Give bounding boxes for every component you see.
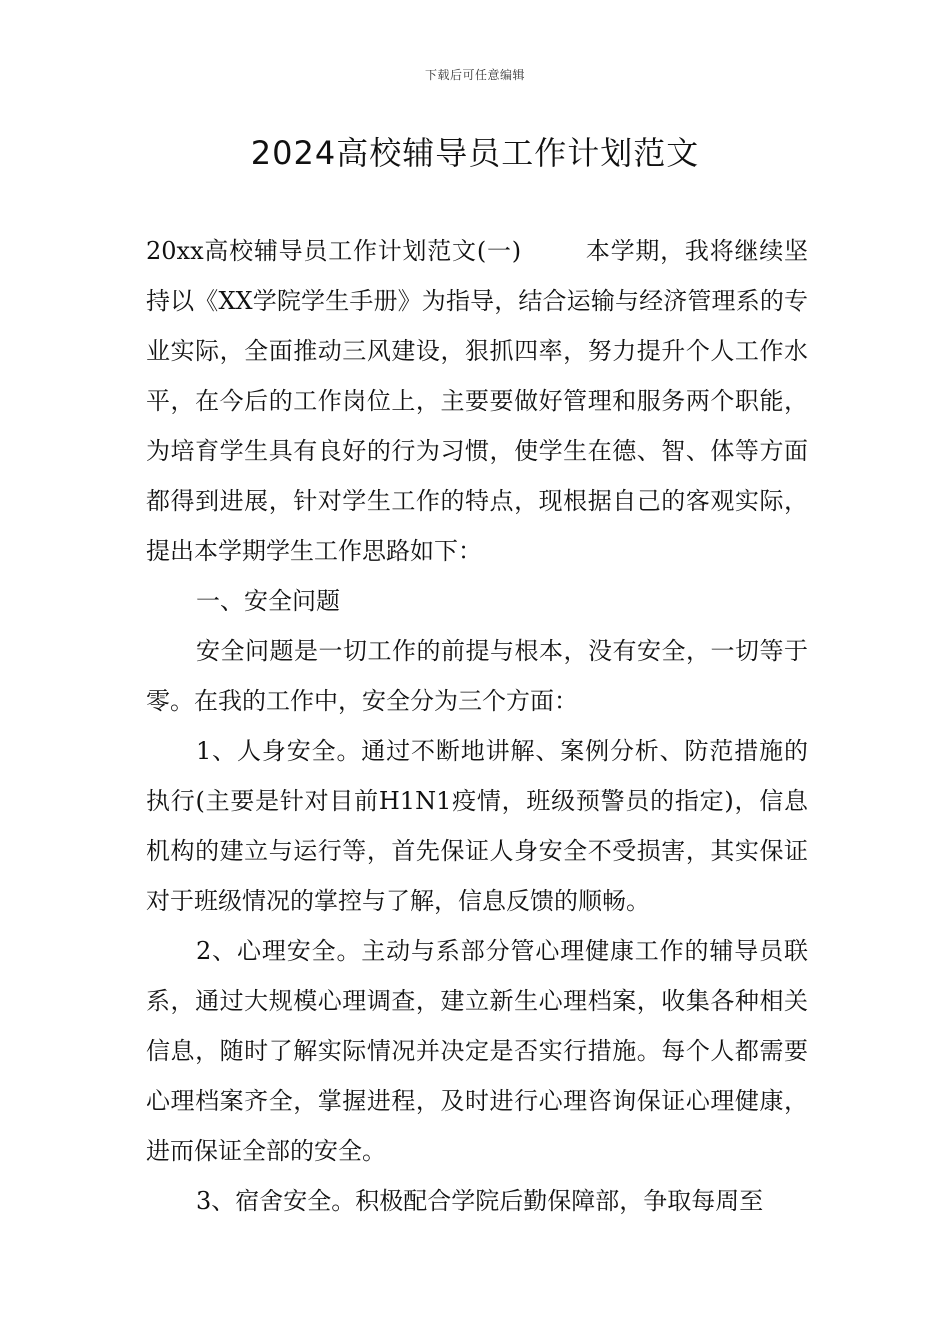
header-note: 下载后可任意编辑 [424,68,525,82]
page-title: 2024高校辅导员工作计划范文 [250,134,700,172]
document-body [146,226,808,1226]
paragraph-personal-safety: 1、人身安全。通过不断地讲解、案例分析、防范措施的执行(主要是针对目前H1N1疫情，班级预警员的指定)，信息机构的建立与运行等，首先保证人身安全不受损害，其实保证对于班级情况的掌控与了解，信息反馈的顺畅。 [146,737,808,915]
intro-paragraph [146,226,808,576]
paragraph-safety-overview: 安全问题是一切工作的前提与根本，没有安全，一切等于零。在我的工作中，安全分为三个方面： [146,637,808,715]
paragraph-dormitory-safety: 3、宿舍安全。积极配合学院后勤保障部，争取每周至 [196,1187,764,1215]
intro-lead: 20xx高校辅导员工作计划范文(一) [146,237,522,265]
paragraph-psychological-safety: 2、心理安全。主动与系部分管心理健康工作的辅导员联系，通过大规模心理调查，建立新生心理档案，收集各种相关信息，随时了解实际情况并决定是否实行措施。每个人都需要心理档案齐全，掌握进程，及时进行心理咨询保证心理健康，进而保证全部的安全。 [146,937,808,1165]
section-heading-safety: 一、安全问题 [196,587,340,615]
intro-text: 本学期，我将继续坚持以《XX学院学生手册》为指导，结合运输与经济管理系的专业实际，全面推动三风建设，狠抓四率，努力提升个人工作水平，在今后的工作岗位上，主要要做好管理和服务两个职能，为培育学生具有良好的行为习惯，使学生在德、智、体等方面都得到进展，针对学生工作的特点，现根据自己的客观实际，提出本学期学生工作思路如下： [146,237,809,565]
